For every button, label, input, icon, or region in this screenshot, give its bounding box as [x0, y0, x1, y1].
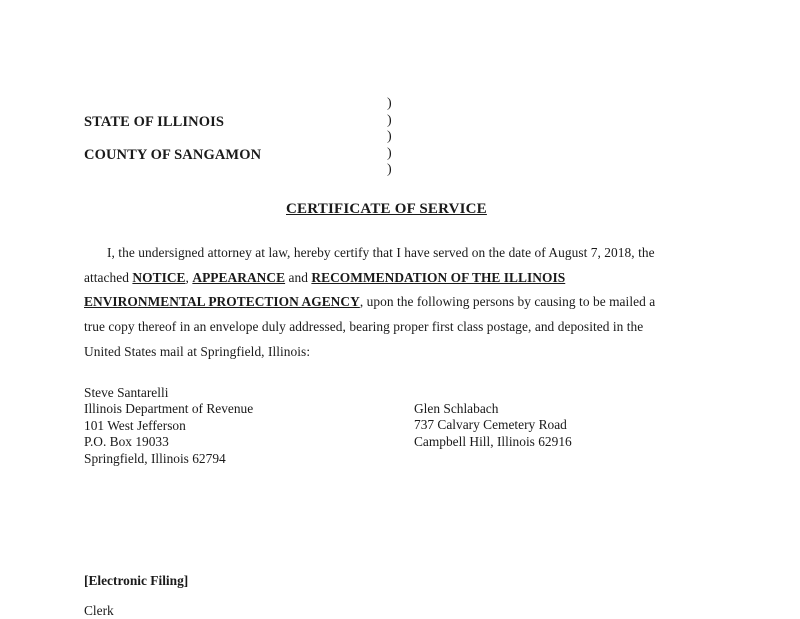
caption-paren: ): [387, 129, 392, 144]
electronic-filing-label: [Electronic Filing]: [84, 573, 189, 588]
caption-paren: ): [387, 112, 392, 128]
appearance-doc: APPEARANCE: [192, 270, 286, 285]
address-line: Steve Santarelli: [84, 385, 169, 400]
agency-name: ENVIRONMENTAL PROTECTION AGENCY: [84, 294, 360, 309]
body-text: attached: [84, 270, 133, 285]
address-line: P.O. Box 19033: [84, 434, 169, 450]
address-line: Campbell Hill, Illinois 62916: [414, 433, 572, 449]
county-label: COUNTY OF SANGAMON: [84, 147, 262, 163]
recipient-left: [84, 385, 253, 467]
body-line-4: true copy thereof in an envelope duly addressed, bearing proper first class postage, and deposited in the: [84, 319, 644, 334]
address-line: 737 Calvary Cemetery Road: [414, 417, 567, 433]
caption-paren: ): [387, 145, 392, 161]
body-line-5: United States mail at Springfield, Illinois:: [84, 344, 311, 359]
body-text: , upon the following persons by causing to be mailed a: [359, 294, 656, 309]
body-line-1: I, the undersigned attorney at law, hereby certify that I have served on the date of August 7, 2018, the: [107, 245, 655, 260]
clerk-label: Clerk: [84, 603, 114, 618]
body-text: and: [285, 270, 312, 285]
address-line: Illinois Department of Revenue: [84, 401, 254, 417]
address-line: Springfield, Illinois 62794: [84, 450, 226, 466]
caption-parens: [387, 96, 392, 179]
state-label: STATE OF ILLINOIS: [84, 114, 225, 130]
notice-doc: NOTICE: [132, 270, 186, 285]
caption-paren: ): [387, 96, 392, 111]
body-line-3: [84, 294, 655, 310]
certificate-title: CERTIFICATE OF SERVICE: [286, 201, 487, 217]
address-line: 101 West Jefferson: [84, 417, 186, 433]
recommendation-doc: RECOMMENDATION OF THE ILLINOIS: [311, 270, 566, 285]
recipient-right: [414, 401, 572, 450]
caption-paren: ): [387, 162, 392, 177]
body-text: ,: [185, 270, 193, 285]
address-line: Glen Schlabach: [414, 401, 499, 416]
body-line-2: [84, 270, 565, 286]
